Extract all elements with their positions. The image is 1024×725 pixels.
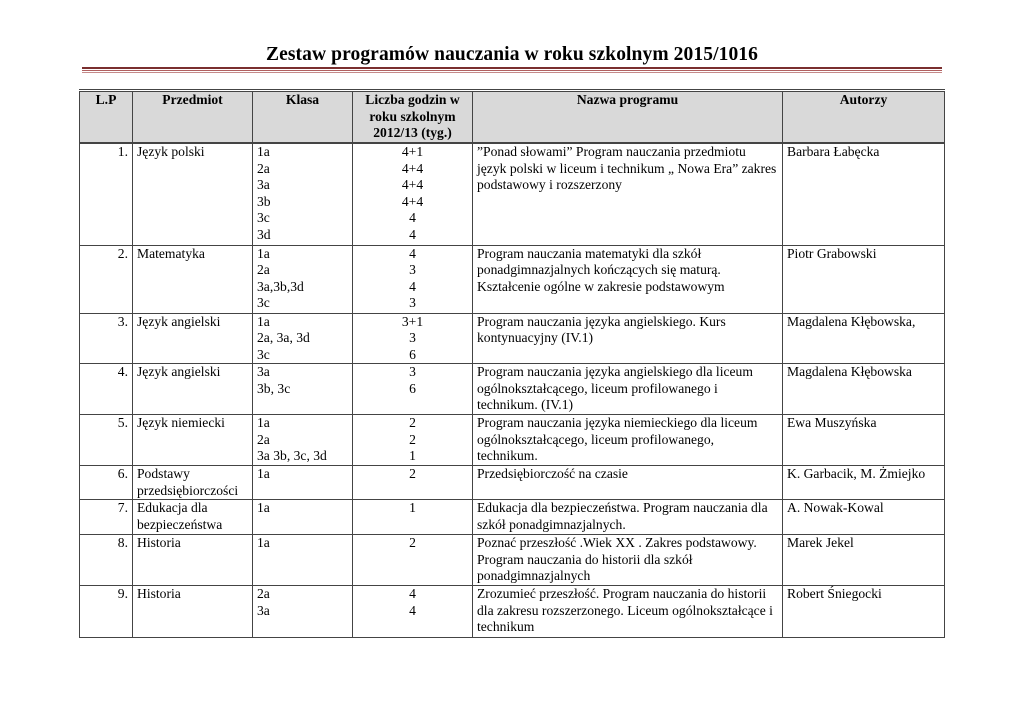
table-row: [80, 364, 945, 415]
cell-przedmiot: Matematyka: [133, 245, 253, 313]
table-row: [80, 415, 945, 466]
godziny-value: 4: [409, 226, 416, 242]
klasa-value: 2a: [257, 262, 270, 278]
table-body: [80, 143, 945, 638]
klasa-value: 3b, 3c: [257, 380, 291, 396]
cell-klasa: [253, 143, 353, 245]
cell-program: Program nauczania języka niemieckiego dla liceum ogólnokształcącego, liceum profilowanego, technikum.: [473, 415, 783, 466]
cell-klasa: [253, 586, 353, 638]
cell-lp: 4.: [80, 364, 133, 415]
klasa-value: 1a: [257, 144, 270, 159]
godziny-value: 3: [409, 330, 416, 346]
cell-lp: 2.: [80, 245, 133, 313]
klasa-value: 3a: [257, 364, 270, 380]
cell-lp: 3.: [80, 313, 133, 364]
cell-autorzy: Magdalena Kłębowska,: [783, 313, 945, 364]
godziny-value: 3+1: [401, 313, 424, 329]
godziny-value: 4: [409, 210, 416, 226]
cell-autorzy: Magdalena Kłębowska: [783, 364, 945, 415]
klasa-value: 3a,3b,3d: [257, 278, 304, 294]
klasa-value: 3a: [257, 177, 270, 193]
klasa-value: 1a: [257, 313, 270, 329]
godziny-value: 4+4: [401, 177, 424, 193]
klasa-value: 3b: [257, 193, 271, 209]
cell-program: Program nauczania języka angielskiego. Kurs kontynuacyjny (IV.1): [473, 313, 783, 364]
cell-godziny: [353, 466, 473, 500]
cell-autorzy: Piotr Grabowski: [783, 245, 945, 313]
cell-przedmiot: Historia: [133, 586, 253, 638]
header-lp: L.P: [80, 91, 133, 144]
cell-klasa: [253, 364, 353, 415]
table-row: [80, 586, 945, 638]
cell-lp: 5.: [80, 415, 133, 466]
godziny-value: 6: [409, 346, 416, 362]
table-row: [80, 313, 945, 364]
godziny-value: 4: [409, 245, 416, 261]
cell-autorzy: Barbara Łabęcka: [783, 143, 945, 245]
klasa-value: 2a: [257, 586, 270, 602]
table-row: [80, 245, 945, 313]
cell-program: Edukacja dla bezpieczeństwa. Program nauczania dla szkół ponadgimnazjalnych.: [473, 500, 783, 535]
cell-przedmiot: Język polski: [133, 143, 253, 245]
cell-program: Zrozumieć przeszłość. Program nauczania do historii dla zakresu rozszerzonego. Liceum ogólnokształcące i technikum: [473, 586, 783, 638]
header-autorzy: Autorzy: [783, 91, 945, 144]
cell-przedmiot: Język angielski: [133, 364, 253, 415]
godziny-value: 3: [409, 295, 416, 311]
cell-lp: 6.: [80, 466, 133, 500]
cell-lp: 1.: [80, 143, 133, 245]
header-program: Nazwa programu: [473, 91, 783, 144]
godziny-value: 4+1: [401, 144, 424, 159]
godziny-value: 1: [409, 448, 416, 464]
godziny-value: 2: [409, 415, 416, 431]
klasa-value: 1a: [257, 245, 270, 261]
klasa-value: 3c: [257, 295, 270, 311]
godziny-value: 4+4: [401, 193, 424, 209]
klasa-value: 2a: [257, 431, 270, 447]
klasa-value: 3a 3b, 3c, 3d: [257, 448, 327, 464]
header-godziny: Liczba godzin w roku szkolnym 2012/13 (tyg.): [353, 91, 473, 144]
cell-klasa: [253, 313, 353, 364]
godziny-value: 3: [409, 364, 416, 380]
table-row: [80, 466, 945, 500]
klasa-value: 3c: [257, 210, 270, 226]
cell-godziny: [353, 364, 473, 415]
cell-godziny: [353, 500, 473, 535]
cell-lp: 7.: [80, 500, 133, 535]
cell-godziny: [353, 535, 473, 586]
cell-lp: 8.: [80, 535, 133, 586]
cell-klasa: [253, 466, 353, 500]
cell-klasa: [253, 415, 353, 466]
cell-godziny: [353, 313, 473, 364]
table-header-row: [80, 91, 945, 144]
cell-program: Przedsiębiorczość na czasie: [473, 466, 783, 500]
cell-program: Program nauczania języka angielskiego dla liceum ogólnokształcącego, liceum profilowanego i technikum. (IV.1): [473, 364, 783, 415]
godziny-value: 2: [409, 466, 416, 482]
cell-autorzy: K. Garbacik, M. Żmiejko: [783, 466, 945, 500]
klasa-value: 3a: [257, 602, 270, 618]
klasa-value: 1a: [257, 535, 270, 551]
godziny-value: 2: [409, 431, 416, 447]
cell-przedmiot: Historia: [133, 535, 253, 586]
cell-przedmiot: Edukacja dla bezpieczeństwa: [133, 500, 253, 535]
cell-godziny: [353, 586, 473, 638]
cell-autorzy: Marek Jekel: [783, 535, 945, 586]
klasa-value: 2a, 3a, 3d: [257, 330, 310, 346]
cell-przedmiot: Język niemiecki: [133, 415, 253, 466]
cell-program: Poznać przeszłość .Wiek XX . Zakres podstawowy. Program nauczania do historii dla szkół ponadgimnazjalnych: [473, 535, 783, 586]
cell-lp: 9.: [80, 586, 133, 638]
klasa-value: 1a: [257, 415, 270, 431]
cell-program: Program nauczania matematyki dla szkół ponadgimnazjalnych kończących się maturą. Kształcenie ogólne w zakresie podstawowym: [473, 245, 783, 313]
cell-godziny: [353, 143, 473, 245]
table-row: [80, 500, 945, 535]
godziny-value: 6: [409, 380, 416, 396]
cell-klasa: [253, 535, 353, 586]
table-row: [80, 535, 945, 586]
cell-przedmiot: Podstawy przedsiębiorczości: [133, 466, 253, 500]
cell-autorzy: A. Nowak-Kowal: [783, 500, 945, 535]
title-underline: [82, 67, 942, 73]
godziny-value: 4: [409, 602, 416, 618]
curriculum-table: [79, 89, 945, 638]
klasa-value: 1a: [257, 500, 270, 516]
godziny-value: 4: [409, 278, 416, 294]
klasa-value: 2a: [257, 160, 270, 176]
cell-godziny: [353, 245, 473, 313]
document-title: Zestaw programów nauczania w roku szkolnym 2015/1016: [265, 44, 758, 65]
cell-klasa: [253, 500, 353, 535]
godziny-value: 1: [409, 500, 416, 516]
cell-przedmiot: Język angielski: [133, 313, 253, 364]
klasa-value: 3c: [257, 346, 270, 362]
klasa-value: 1a: [257, 466, 270, 482]
godziny-value: 3: [409, 262, 416, 278]
cell-program: ”Ponad słowami” Program nauczania przedmiotu język polski w liceum i technikum „ Nowa Era” zakres podstawowy i rozszerzony: [473, 143, 783, 245]
table-row: [80, 143, 945, 245]
cell-godziny: [353, 415, 473, 466]
godziny-value: 4+4: [401, 160, 424, 176]
klasa-value: 3d: [257, 226, 271, 242]
header-klasa: Klasa: [253, 91, 353, 144]
header-przedmiot: Przedmiot: [133, 91, 253, 144]
cell-autorzy: Robert Śniegocki: [783, 586, 945, 638]
godziny-value: 2: [409, 535, 416, 551]
cell-klasa: [253, 245, 353, 313]
godziny-value: 4: [409, 586, 416, 602]
cell-autorzy: Ewa Muszyńska: [783, 415, 945, 466]
